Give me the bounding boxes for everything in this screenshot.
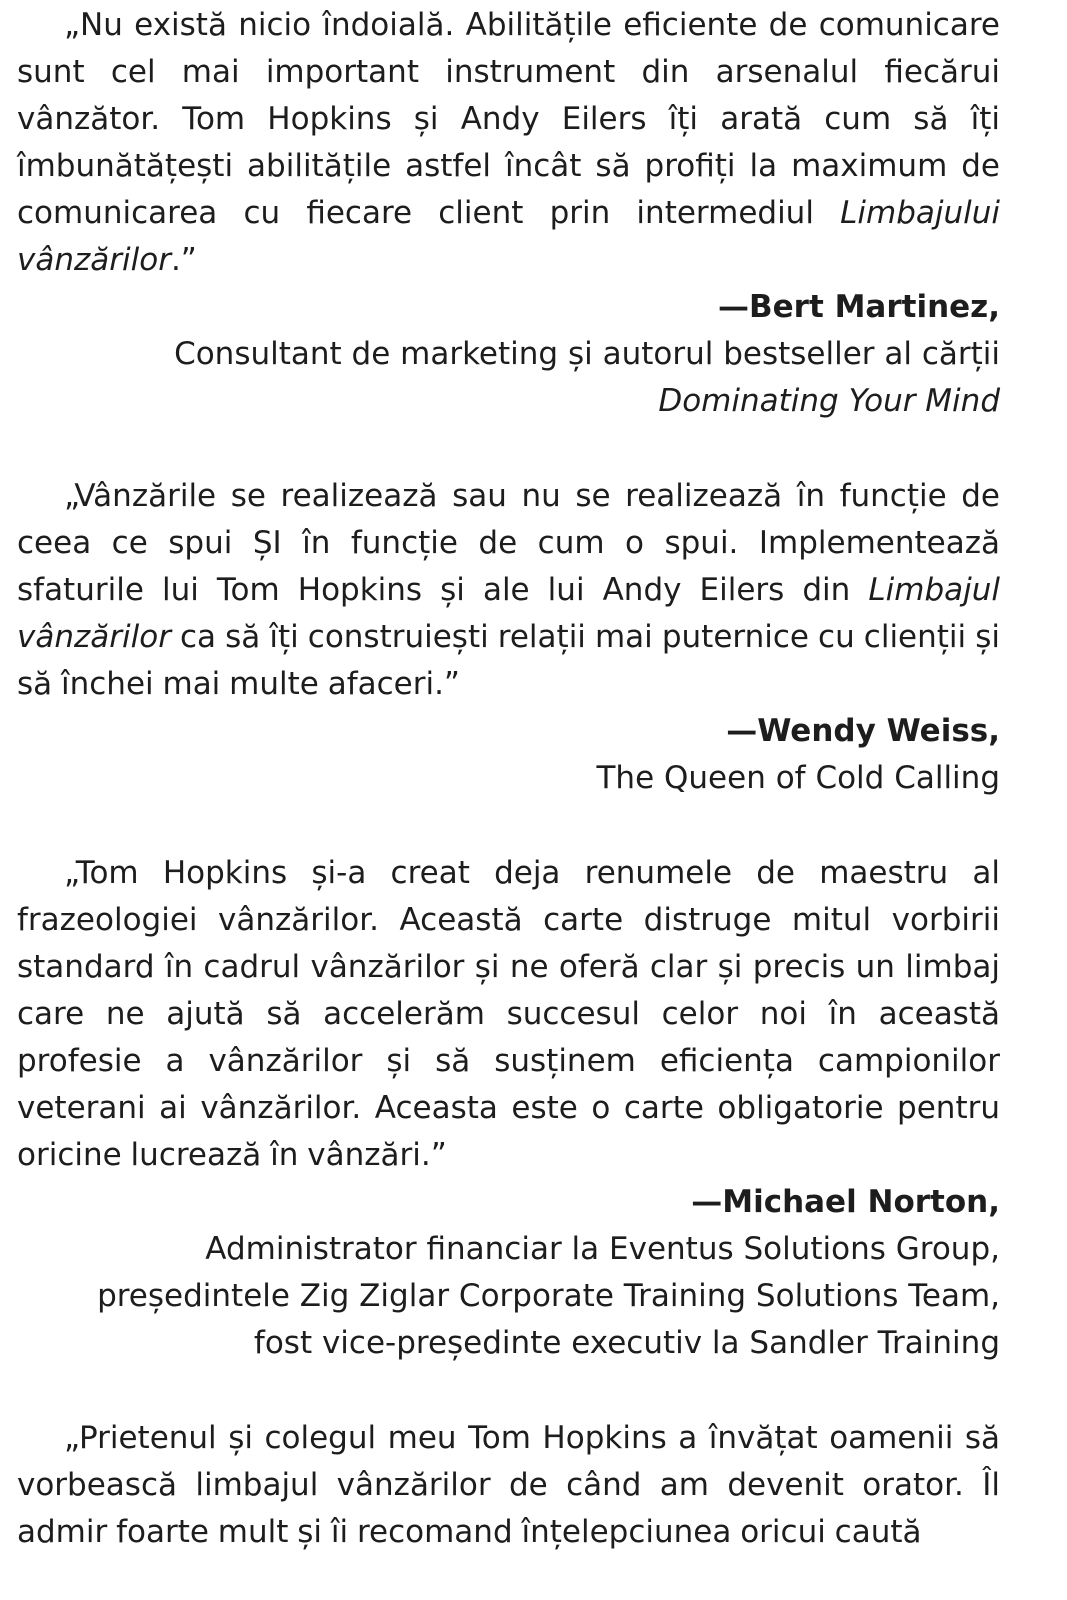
quote-text: „Vânzările se realizează sau nu se realizează în funcție de ceea ce spui ȘI în funcție de cum o spui. Implementează sfaturile lui Tom Hopkins și ale lui Andy Eilers din bbox=[17, 478, 1000, 608]
testimonial-author: —Michael Norton, bbox=[691, 1184, 1000, 1220]
testimonial-author-role: Administrator financiar la Eventus Solutions Group, bbox=[205, 1231, 1000, 1267]
testimonial-quote bbox=[17, 1414, 1000, 1556]
book-page bbox=[17, 0, 1000, 1556]
testimonial-author-role: Consultant de marketing și autorul bestseller al cărții bbox=[174, 336, 1000, 372]
author-book-title: Dominating Your Mind bbox=[658, 383, 1000, 419]
spacer bbox=[17, 802, 1000, 849]
quote-text: „Tom Hopkins și-a creat deja renumele de maestru al frazeologiei vânzărilor. Această carte distruge mitul vorbirii standard în cadrul vânzărilor și ne oferă clar și precis un limbaj care ne ajută să accelerăm succesul celor noi în această profesie a vânzărilor și să susținem eficiența campionilor veterani ai vânzărilor. Aceasta este o carte obligatorie pentru oricine lucrează în vânzări.” bbox=[17, 855, 1000, 1173]
quote-text: „Nu există nicio îndoială. Abilitățile eficiente de comunicare sunt cel mai important instrument din arsenalul fiecărui vânzător. Tom Hopkins și Andy Eilers îți arată cum să îți îmbunătățești abilitățile astfel încât să profiți la maximum de comunicarea cu fiecare client prin intermediul bbox=[17, 7, 1000, 231]
testimonial-author-role: președintele Zig Ziglar Corporate Training Solutions Team, bbox=[97, 1278, 1000, 1314]
spacer bbox=[17, 1367, 1000, 1414]
testimonial-quote bbox=[17, 849, 1000, 1179]
quote-text: „Prietenul și colegul meu Tom Hopkins a învățat oamenii să vorbească limbajul vânzărilor de când am devenit orator. Îl admir foarte mult și îi recomand înțelepciunea oricui caută bbox=[17, 1420, 1000, 1550]
testimonial-author: —Wendy Weiss, bbox=[726, 713, 1000, 749]
testimonial-quote bbox=[17, 0, 1000, 284]
testimonial-quote bbox=[17, 472, 1000, 708]
testimonial-author-role: fost vice-președinte executiv la Sandler Training bbox=[253, 1325, 1000, 1361]
testimonial-author-book bbox=[17, 378, 1000, 425]
spacer bbox=[17, 425, 1000, 472]
testimonial-author: —Bert Martinez, bbox=[718, 289, 1000, 325]
book-title-italic: Limbajul vânzărilor bbox=[17, 572, 1000, 655]
quote-text-end: .” bbox=[170, 242, 197, 278]
testimonial-author-role: The Queen of Cold Calling bbox=[596, 760, 1000, 796]
quote-text-end: ca să îți construiești relații mai puternice cu clienții și să închei mai multe afaceri.” bbox=[17, 619, 1000, 702]
book-title-italic: Limbajului vânzărilor bbox=[17, 195, 1000, 278]
